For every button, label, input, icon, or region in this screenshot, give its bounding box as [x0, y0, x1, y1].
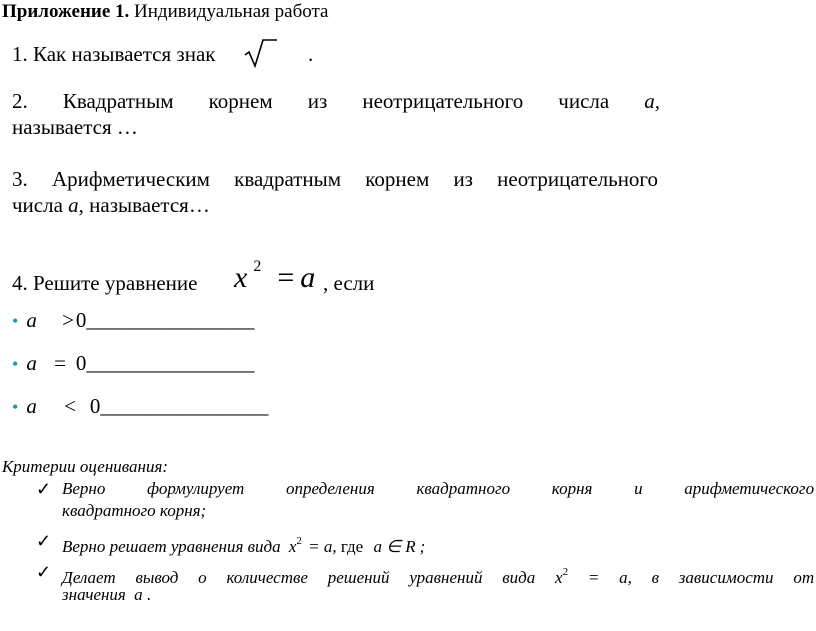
answer-blank: ________________	[86, 351, 255, 375]
bullet-icon: •	[12, 397, 19, 417]
question-3-line-2: числа а, называется…	[12, 193, 210, 217]
check-icon: ✓	[36, 479, 52, 499]
question-2-line-2: называется …	[12, 115, 138, 139]
bullet-icon: •	[12, 311, 19, 331]
check-icon: ✓	[36, 531, 52, 551]
q1-end: .	[307, 41, 314, 66]
case-row: • a < 0________________	[12, 394, 269, 418]
answer-blank: ________________	[100, 394, 269, 418]
case-row: • a >0________________	[12, 308, 255, 332]
question-4-text: 4. Решите уравнение	[12, 271, 198, 295]
question-3-line-1: 3. Арифметическим квадратным корнем из неотрицательного	[12, 167, 659, 191]
criterion-2: Верно решает уравнения вида $x^2 = a$, где a ∈ R ;	[62, 535, 426, 556]
page-title	[2, 1, 328, 23]
criterion-1-line-2: квадратного корня;	[62, 501, 207, 520]
q3-variable: а	[68, 193, 79, 217]
case-row: • a = 0________________	[12, 351, 255, 375]
question-2-line-1: 2. Квадратным корнем из неотрицательного числа а,	[12, 89, 661, 113]
bullet-icon: •	[12, 354, 19, 374]
title-bold: Приложение 1.	[2, 1, 130, 22]
square-root-icon	[243, 38, 279, 74]
criterion-3-line-1: Делает вывод о количестве решений уравнений вида $x^2 = a$, в зависимости от	[62, 566, 815, 587]
criterion-3-line-2: значения a .	[62, 585, 151, 604]
question-1	[12, 38, 313, 74]
criteria-heading: Критерии оценивания:	[2, 457, 169, 476]
equation: x 2 = a	[234, 258, 316, 294]
answer-blank: ________________	[86, 308, 255, 332]
q1-text: 1. Как называется знак	[12, 41, 216, 66]
question-4-end: , если	[323, 271, 375, 295]
criterion-1-line-1: Верно формулирует определения квадратного корня и арифметического	[62, 479, 815, 498]
check-icon: ✓	[36, 562, 52, 582]
title-rest: Индивидуальная работа	[134, 1, 329, 22]
q2-variable: а,	[644, 89, 661, 113]
